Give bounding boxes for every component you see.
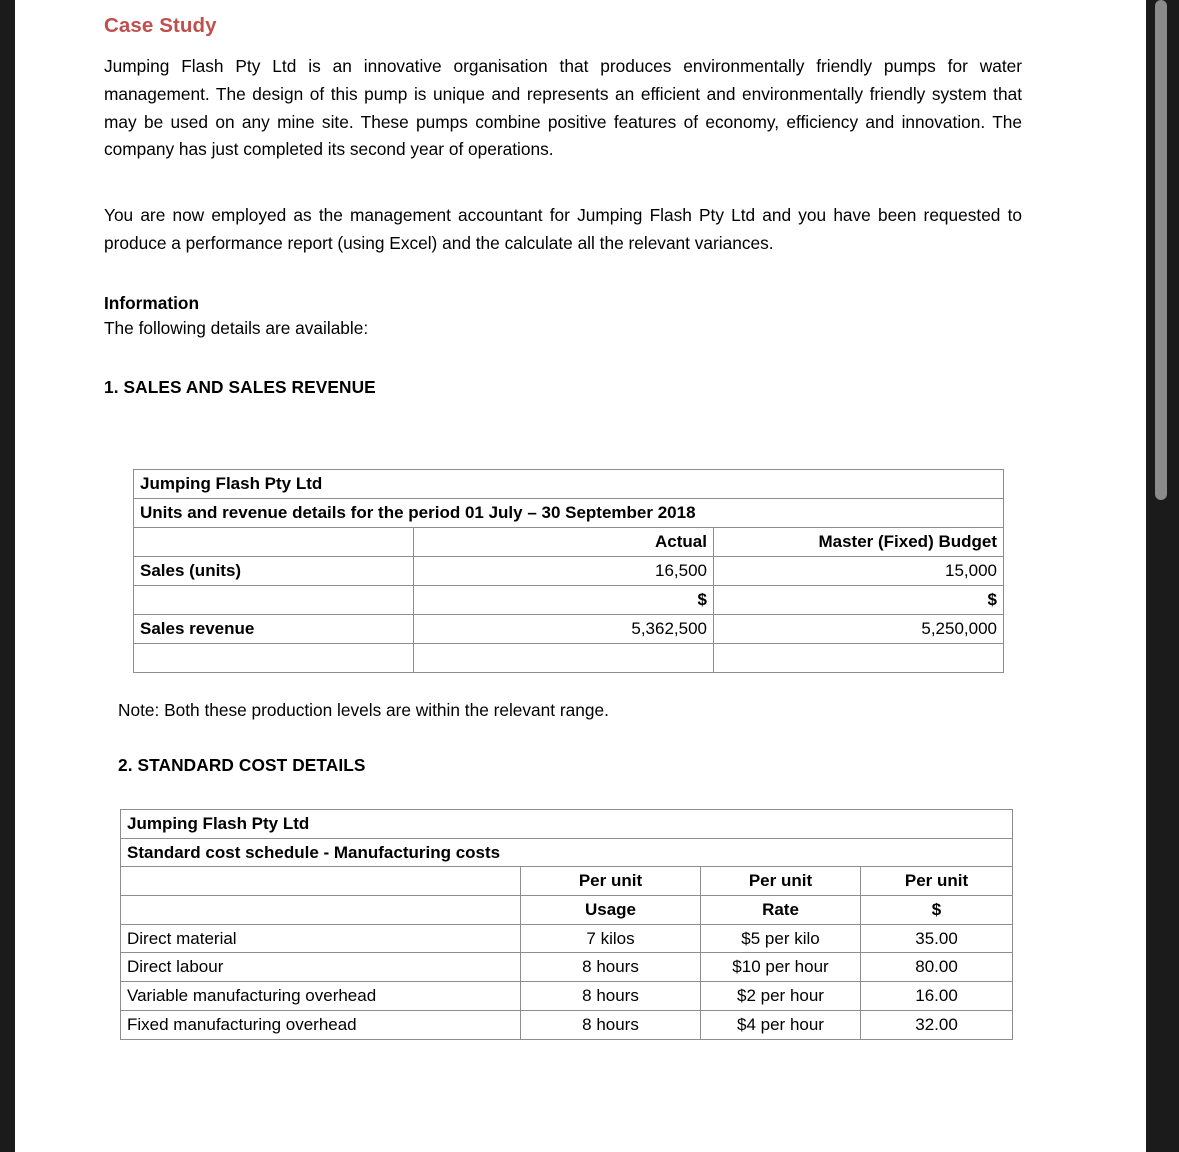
- table-row-company: [121, 810, 1013, 839]
- std-table-subtitle: Standard cost schedule - Manufacturing costs: [121, 838, 1013, 867]
- sales-revenue-label: Sales revenue: [134, 615, 414, 644]
- std-header1-usage: Per unit: [521, 867, 701, 896]
- sales-revenue-budget: 5,250,000: [714, 615, 1004, 644]
- sales-header-budget: Master (Fixed) Budget: [714, 528, 1004, 557]
- std-row0-amount: 35.00: [861, 924, 1013, 953]
- sales-revenue-actual: 5,362,500: [414, 615, 714, 644]
- sales-currency-budget: $: [714, 586, 1004, 615]
- table-row-subtitle: [121, 838, 1013, 867]
- sales-table-container: [133, 469, 1004, 673]
- sales-currency-label: [134, 586, 414, 615]
- std-row1-item: Direct labour: [121, 953, 521, 982]
- sales-currency-actual: $: [414, 586, 714, 615]
- intro-paragraph: Jumping Flash Pty Ltd is an innovative organisation that produces environmentally friendly pumps for water management. The design of this pump is unique and represents an efficient and environmentally friendly system that may be used on any mine site. These pumps combine positive features of economy, efficiency and innovation. The company has just completed its second year of operations.: [104, 56, 1022, 160]
- table-row-headers: [134, 528, 1004, 557]
- standard-cost-table-container: [120, 809, 1013, 1040]
- sales-empty-label: [134, 644, 414, 673]
- table-row: [121, 1010, 1013, 1039]
- sales-header-blank: [134, 528, 414, 557]
- information-subtext: The following details are available:: [104, 317, 369, 338]
- std-row2-amount: 16.00: [861, 982, 1013, 1011]
- std-row1-usage: 8 hours: [521, 953, 701, 982]
- std-row2-item: Variable manufacturing overhead: [121, 982, 521, 1011]
- sales-units-actual: 16,500: [414, 557, 714, 586]
- table-row: [134, 615, 1004, 644]
- table-row-company: [134, 470, 1004, 499]
- sales-empty-budget: [714, 644, 1004, 673]
- table-row: [134, 557, 1004, 586]
- std-row3-rate: $4 per hour: [701, 1010, 861, 1039]
- table-row-headers-1: [121, 867, 1013, 896]
- std-header2-rate: Rate: [701, 896, 861, 925]
- table-row: [121, 953, 1013, 982]
- std-row2-rate: $2 per hour: [701, 982, 861, 1011]
- table-row: [121, 924, 1013, 953]
- std-header1-blank: [121, 867, 521, 896]
- sales-units-label: Sales (units): [134, 557, 414, 586]
- sales-table-company: Jumping Flash Pty Ltd: [134, 470, 1004, 499]
- table-row: [134, 586, 1004, 615]
- std-header1-amount: Per unit: [861, 867, 1013, 896]
- std-row0-usage: 7 kilos: [521, 924, 701, 953]
- std-header2-amount: $: [861, 896, 1013, 925]
- std-row3-usage: 8 hours: [521, 1010, 701, 1039]
- sales-table-subtitle: Units and revenue details for the period 01 July – 30 September 2018: [134, 499, 1004, 528]
- task-paragraph: You are now employed as the management accountant for Jumping Flash Pty Ltd and you have been requested to produce a performance report (using Excel) and the calculate all the relevant variances.: [104, 205, 1022, 253]
- std-row0-rate: $5 per kilo: [701, 924, 861, 953]
- table-row-subtitle: [134, 499, 1004, 528]
- standard-cost-table: [120, 809, 1013, 1040]
- table-row-headers-2: [121, 896, 1013, 925]
- section-heading-sales: 1. SALES AND SALES REVENUE: [104, 376, 376, 397]
- table-row: [134, 644, 1004, 673]
- std-row1-rate: $10 per hour: [701, 953, 861, 982]
- sales-revenue-table: [133, 469, 1004, 673]
- std-header1-rate: Per unit: [701, 867, 861, 896]
- std-row3-amount: 32.00: [861, 1010, 1013, 1039]
- std-table-company: Jumping Flash Pty Ltd: [121, 810, 1013, 839]
- vertical-scrollbar-thumb[interactable]: [1155, 0, 1167, 500]
- sales-empty-actual: [414, 644, 714, 673]
- std-row1-amount: 80.00: [861, 953, 1013, 982]
- std-header2-usage: Usage: [521, 896, 701, 925]
- std-row3-item: Fixed manufacturing overhead: [121, 1010, 521, 1039]
- document-body: [104, 0, 1022, 398]
- sales-units-budget: 15,000: [714, 557, 1004, 586]
- std-header2-blank: [121, 896, 521, 925]
- table-row: [121, 982, 1013, 1011]
- page-title: Case Study: [104, 14, 217, 37]
- vertical-scrollbar-track[interactable]: [1146, 0, 1179, 1152]
- section-heading-standard-cost: 2. STANDARD COST DETAILS: [118, 755, 366, 775]
- std-row0-item: Direct material: [121, 924, 521, 953]
- document-page: [15, 0, 1146, 1152]
- relevant-range-note: Note: Both these production levels are within the relevant range.: [118, 700, 609, 720]
- information-heading: Information: [104, 292, 200, 313]
- std-row2-usage: 8 hours: [521, 982, 701, 1011]
- sales-header-actual: Actual: [414, 528, 714, 557]
